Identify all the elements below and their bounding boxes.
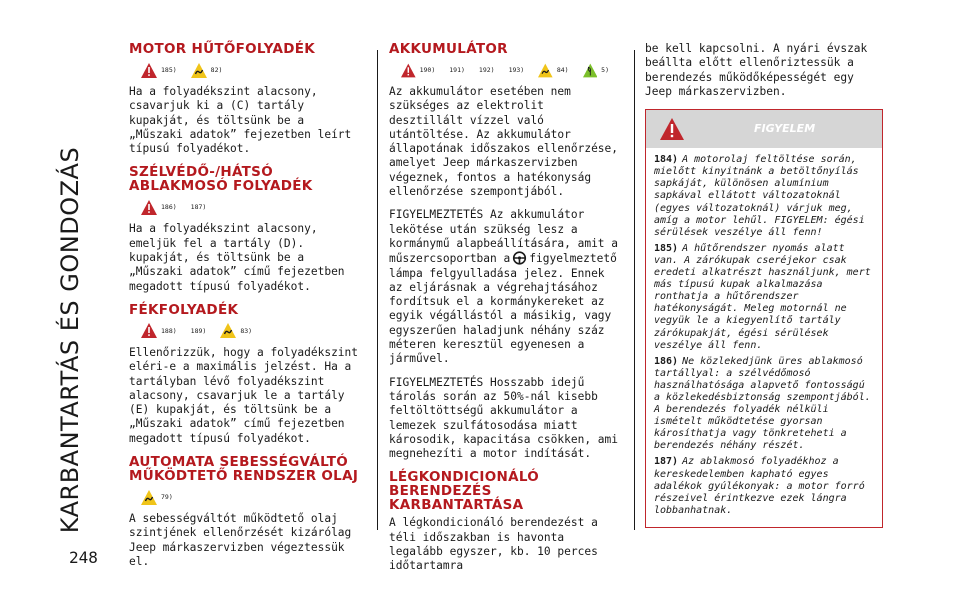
chapter-title: [52, 110, 88, 570]
column-2: [389, 42, 619, 583]
warning-note: [654, 243, 874, 352]
reference-note: 82): [210, 66, 223, 74]
chapter-title-text: KARBANTARTÁS ÉS GONDOZÁS: [56, 146, 84, 534]
reference-note: 190): [419, 66, 436, 74]
column-3: [645, 42, 883, 528]
steering-warning-icon: [512, 251, 527, 265]
reference-note: 83): [240, 326, 253, 335]
warning-triangle-icon: [401, 63, 416, 78]
environment-leaf-icon: [583, 63, 598, 78]
reference-icons: [141, 319, 359, 343]
warning-body: [646, 148, 882, 527]
reference-icons: [141, 485, 359, 509]
section-title-air-conditioning: LÉGKONDICIONÁLÓ BERENDEZÉS KARBANTARTÁSA: [389, 469, 540, 514]
reference-note: 188): [161, 326, 177, 335]
section-title-brake-fluid: FÉKFOLYADÉK: [129, 301, 239, 318]
paragraph: Ha a folyadékszint alacsony, csavarjuk ki a (C) tartály kupakját, és töltsünk be a „Műszaki adatok” fejezetben leírt típusú folyadékot.: [129, 85, 352, 156]
paragraph: A sebességváltót működtető olaj szintjének ellenőrzését kizárólag Jeep márkaszervizben végeztessük el.: [129, 512, 352, 568]
warning-note: [654, 154, 874, 239]
paragraph: be kell kapcsolni. A nyári évszak beállta előtt ellenőriztessük a berendezés működőképességét egy Jeep márkaszervizben.: [645, 42, 868, 98]
note-number: 185): [654, 242, 679, 254]
caution-triangle-icon: [220, 323, 236, 338]
paragraph: [389, 208, 619, 366]
column-1: [129, 42, 359, 578]
note-text: Ne közlekedjünk üres ablakmosó tartállyal: a szélvédőmosó használhatósága alapvető fontosságú a közlekedésbiztonság szempontjából. A berendezés folyadék nélküli ismételt működtetése gyorsan károsíthatja vagy tönkreteheti a berendezés néhány részét.: [654, 355, 871, 452]
column-divider: [377, 50, 378, 530]
paragraph: A légkondicionáló berendezést a téli időszakban is havonta legalább egyszer, kb. 10 perces időtartamra: [389, 516, 598, 573]
paragraph: FIGYELMEZTETÉS Hosszabb idejű tárolás során az 50%-nál kisebb feltöltöttségű akkumulátor a lemezek szulfátosodása miatt károsodik, kapacitása csökken, ami megnehezíti a motor indítását.: [389, 375, 619, 461]
warning-triangle-icon: [141, 63, 157, 78]
reference-icons: [141, 58, 359, 82]
paragraph: Ellenőrizzük, hogy a folyadékszint eléri-e a maximális jelzést. Ha a tartályban lévő folyadékszint alacsony, csavarjuk le a tartály (E) kupakját, és töltsünk be a „Műszaki adatok” című fejezetben megadott típusú folyadékot.: [129, 345, 359, 445]
reference-note: 187): [190, 203, 207, 212]
note-number: 187): [654, 456, 679, 468]
reference-icons: [401, 58, 619, 82]
note-text: A hűtőrendszer nyomás alatt van. A zárókupak cseréjekor csak eredeti alkatrészt használjunk, mert más típusú kupak alkalmazása ronthatja a hűtőrendszer hatékonyságát. Meleg motornál ne vegyük le a kiegyenlítő tartály zárókupakját, égési sérülések veszélye áll fenn.: [654, 242, 871, 351]
paragraph-part: FIGYELMEZTETÉS Az akkumulátor lekötése után szükség lesz a kormánymű alapbeállítására, amit a műszercsoportban a: [389, 208, 619, 266]
section-title-transmission-oil: AUTOMATA SEBESSÉGVÁLTÓ MŰKÖDTETŐ RENDSZER OLAJ: [129, 454, 359, 485]
warning-box: [645, 109, 883, 528]
reference-note: 189): [190, 326, 207, 335]
warning-triangle-icon: [141, 323, 157, 338]
caution-triangle-icon: [141, 490, 157, 505]
warning-note: [654, 356, 874, 453]
paragraph: Az akkumulátor esetében nem szükséges az elektrolit desztillált vízzel való utántöltése. Az akkumulátor állapotának időszakos ellenőrzése, amelyet Jeep márkaszervizben végeznek, fontos a hatékonyság ellenőrzése szempontjából.: [389, 85, 619, 199]
section-title-battery: AKKUMULÁTOR: [389, 41, 508, 57]
reference-note: 191): [449, 66, 465, 74]
reference-note: 84): [556, 66, 569, 74]
column-divider: [634, 50, 635, 530]
caution-triangle-icon: [191, 63, 207, 78]
reference-note: 186): [161, 203, 177, 212]
section-title-washer-fluid: SZÉLVÉDŐ-/HÁTSÓ ABLAKMOSÓ FOLYADÉK: [129, 164, 313, 195]
section-title-coolant: MOTOR HŰTŐFOLYADÉK: [129, 41, 316, 57]
note-number: 184): [654, 154, 679, 166]
warning-title: FIGYELEM: [754, 122, 816, 136]
page-number: 248: [69, 548, 98, 567]
reference-note: 5): [601, 66, 609, 74]
paragraph: Ha a folyadékszint alacsony, emeljük fel a tartály (D). kupakját, és töltsünk be a „Műszaki adatok” című fejezetben megadott típusú folyadékot.: [129, 222, 345, 293]
reference-note: 192): [478, 66, 495, 74]
reference-note: 185): [161, 66, 177, 74]
reference-icons: [141, 195, 359, 219]
note-text: A motorolaj feltöltése során, mielőtt kinyitnánk a betöltőnyílás sapkáját, különösen alumínium sapkával ellátott változatoknál (egyes változatoknál) várjuk meg, amíg a motor lehűl. FIGYELEM: égési sérülések veszélye áll fenn!: [654, 154, 865, 238]
reference-note: 193): [508, 66, 525, 74]
warning-header: [646, 110, 882, 148]
paragraph-part: figyelmeztető lámpa felgyulladása jelez. Ennek az eljárásnak a végrehajtásához fordítsuk el a kormánykereket az egyik végállástól a másikig, vagy egyszerűen haladjunk néhány száz méteren keresztül egyenesen a járművel.: [389, 252, 617, 366]
note-number: 186): [654, 355, 679, 367]
reference-note: 79): [161, 493, 173, 502]
caution-triangle-icon: [538, 63, 553, 78]
warning-note: [654, 456, 874, 516]
warning-triangle-icon: [141, 200, 157, 215]
note-text: Az ablakmosó folyadékhoz a kereskedelemben kapható egyes adalékok gyúlékonyak: a motor forró részeivel érintkezve ezek lángra lobbanhatnak.: [654, 456, 865, 516]
warning-triangle-icon: [660, 118, 684, 140]
